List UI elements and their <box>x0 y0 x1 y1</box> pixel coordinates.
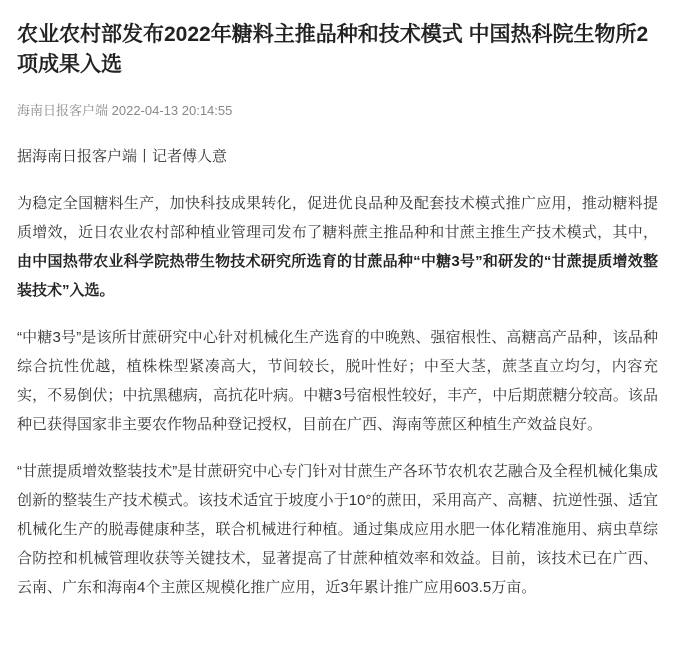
article-byline: 据海南日报客户端丨记者傅人意 <box>17 148 228 165</box>
paragraph-1 <box>17 189 658 305</box>
paragraph-2: “中糖3号”是该所甘蔗研究中心针对机械化生产选育的中晚熟、强宿根性、高糖高产品种，该品种综合抗性优越，植株株型紧凑高大，节间较长，脱叶性好；中至大茎，蔗茎直立均匀，内容充实，不易倒伏；中抗黑穗病，高抗花叶病。中糖3号宿根性较好，丰产，中后期蔗糖分较高。该品种已获得国家非主要农作物品种登记授权，目前在广西、海南等蔗区种植生产效益良好。 <box>17 329 658 433</box>
article-title: 农业农村部发布2022年糖料主推品种和技术模式 中国热科院生物所2项成果入选 <box>17 23 649 76</box>
paragraph-1-bold-text: 由中国热带农业科学院热带生物技术研究所选育的甘蔗品种“中糖3号”和研发的“甘蔗提质增效整装技术”入选。 <box>17 253 658 299</box>
article-meta <box>17 102 658 120</box>
paragraph-1-text: 为稳定全国糖料生产，加快科技成果转化，促进优良品种及配套技术模式推广应用，推动糖料提质增效，近日农业农村部种植业管理司发布了糖料蔗主推品种和甘蔗主推生产技术模式，其中， <box>17 195 658 241</box>
article-datetime: 2022-04-13 20:14:55 <box>111 103 233 118</box>
paragraph-3: “甘蔗提质增效整装技术”是甘蔗研究中心专门针对甘蔗生产各环节农机农艺融合及全程机械化集成创新的整装生产技术模式。该技术适宜于坡度小于10°的蔗田，采用高产、高糖、抗逆性强、适宜机械化生产的脱毒健康种茎，联合机械进行种植。通过集成应用水肥一体化精准施用、病虫草综合防控和机械管理收获等关键技术，显著提高了甘蔗种植效率和效益。目前，该技术已在广西、云南、广东和海南4个主蔗区规模化推广应用，近3年累计推广应用603.5万亩。 <box>17 463 658 596</box>
article-source: 海南日报客户端 <box>17 103 109 118</box>
